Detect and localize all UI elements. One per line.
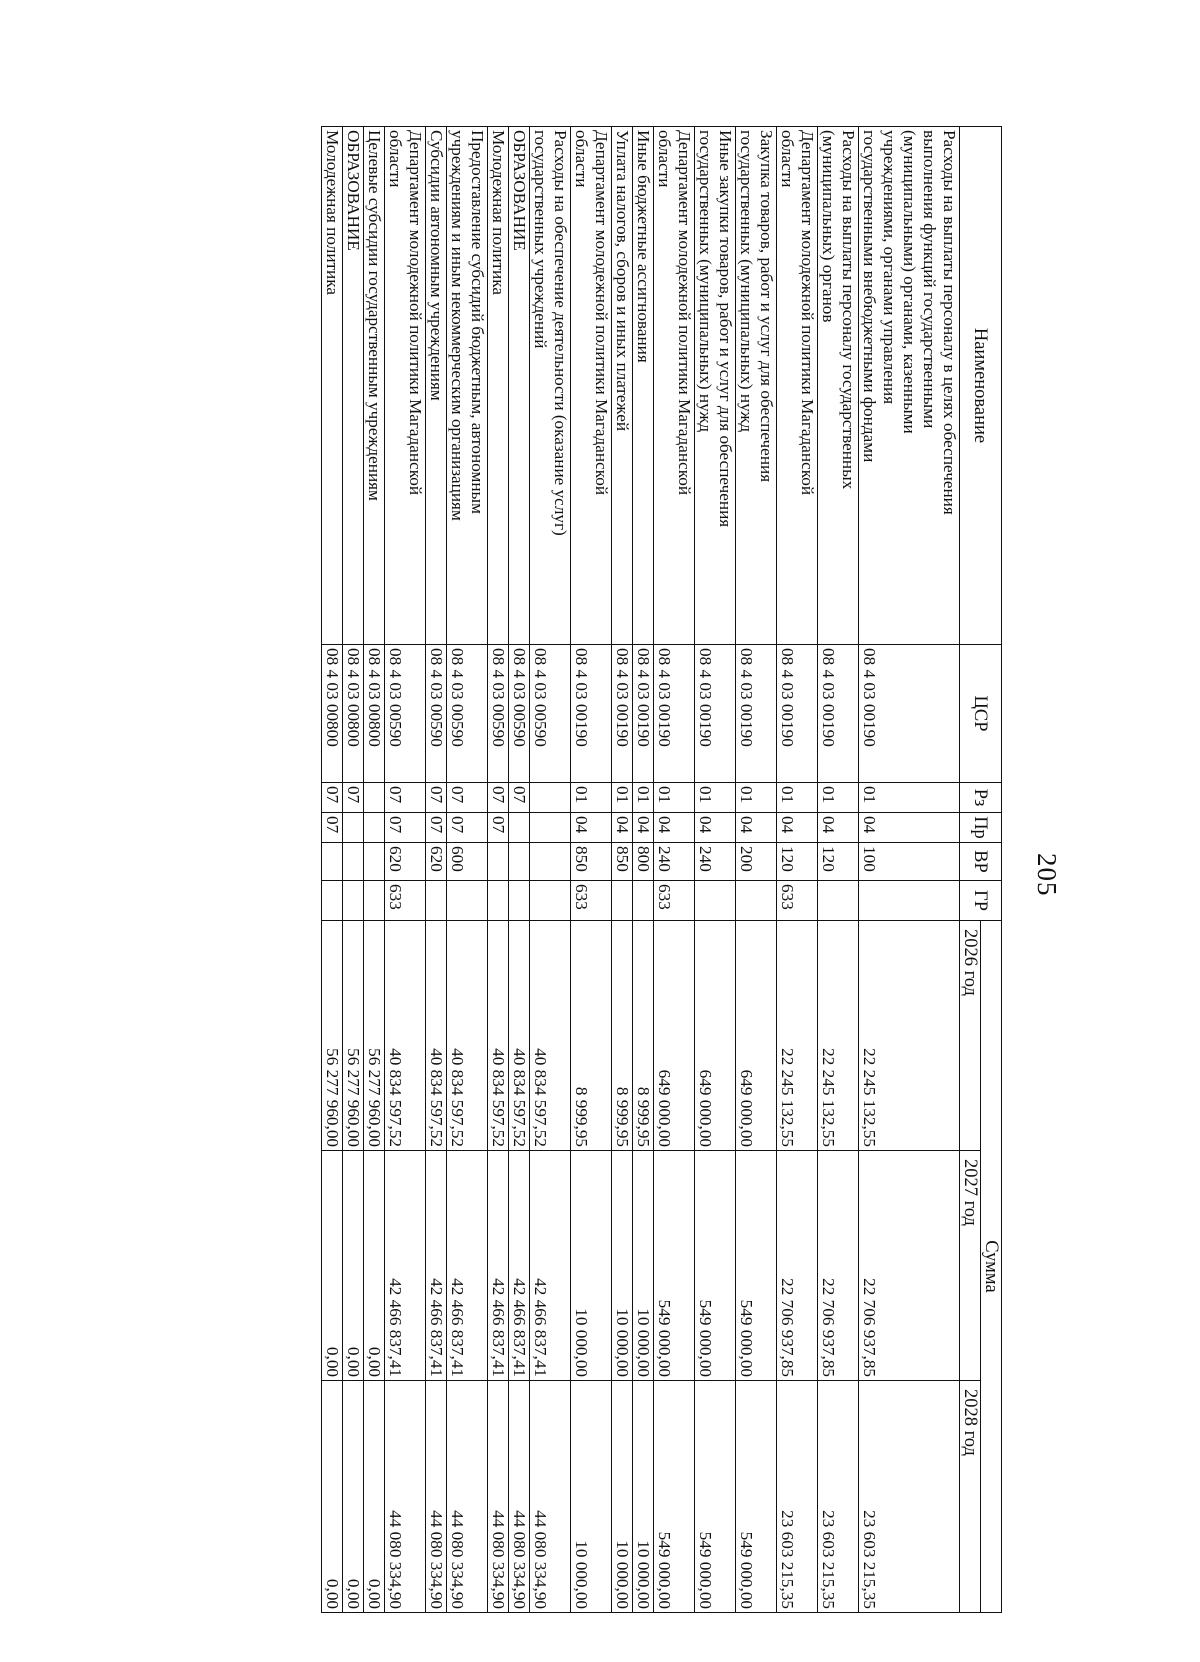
cell-gr	[509, 881, 530, 921]
cell-vr: 200	[736, 843, 777, 881]
cell-2028: 44 080 334,90	[488, 1381, 509, 1613]
cell-name	[633, 127, 654, 645]
cell-pr: 07	[447, 813, 488, 843]
cell-csr: 08 4 03 00590	[530, 645, 571, 783]
table-row	[571, 127, 612, 1613]
cell-2028: 23 603 215,35	[777, 1381, 818, 1613]
cell-name	[777, 127, 818, 645]
cell-name	[364, 127, 385, 645]
header-name: Наименование	[960, 127, 1002, 645]
cell-csr: 08 4 03 00190	[654, 645, 695, 783]
cell-pr: 04	[818, 813, 859, 843]
cell-gr	[426, 881, 447, 921]
cell-2027: 22 706 937,85	[777, 1151, 818, 1381]
cell-2028: 10 000,00	[612, 1381, 633, 1613]
cell-vr	[343, 843, 364, 881]
cell-rz: 01	[654, 783, 695, 813]
cell-2026: 56 277 960,00	[364, 921, 385, 1151]
cell-2026: 40 834 597,52	[530, 921, 571, 1151]
name-line: ОБРАЗОВАНИЕ	[510, 130, 529, 251]
cell-csr: 08 4 03 00590	[488, 645, 509, 783]
cell-name	[488, 127, 509, 645]
cell-name	[736, 127, 777, 645]
cell-2028: 549 000,00	[654, 1381, 695, 1613]
cell-csr: 08 4 03 00590	[426, 645, 447, 783]
cell-vr	[530, 843, 571, 881]
cell-csr: 08 4 03 00190	[571, 645, 612, 783]
cell-csr: 08 4 03 00190	[633, 645, 654, 783]
table-row	[509, 127, 530, 1613]
table-row	[385, 127, 426, 1613]
cell-2026: 22 245 132,55	[859, 921, 960, 1151]
cell-vr: 620	[385, 843, 426, 881]
cell-2026: 40 834 597,52	[509, 921, 530, 1151]
cell-name	[818, 127, 859, 645]
cell-pr: 07	[488, 813, 509, 843]
cell-rz: 07	[385, 783, 426, 813]
name-line: учреждениями, органами управления	[880, 130, 899, 405]
cell-2026: 22 245 132,55	[818, 921, 859, 1151]
cell-gr: 633	[571, 881, 612, 921]
cell-vr: 850	[571, 843, 612, 881]
cell-csr: 08 4 03 00800	[322, 645, 343, 783]
cell-csr: 08 4 03 00590	[509, 645, 530, 783]
cell-csr: 08 4 03 00800	[343, 645, 364, 783]
cell-name	[343, 127, 364, 645]
cell-2028: 44 080 334,90	[385, 1381, 426, 1613]
cell-rz: 01	[695, 783, 736, 813]
cell-pr	[509, 813, 530, 843]
cell-2026: 649 000,00	[695, 921, 736, 1151]
header-sum: Сумма	[981, 921, 1002, 1613]
cell-pr: 04	[695, 813, 736, 843]
header-vr: ВР	[960, 843, 1002, 881]
cell-rz: 07	[509, 783, 530, 813]
name-line: (муниципальными) органами, казенными	[900, 130, 919, 434]
table-row	[695, 127, 736, 1613]
cell-2027: 549 000,00	[736, 1151, 777, 1381]
name-line: Молодежная политика	[323, 130, 342, 295]
name-line: Уплата налогов, сборов и иных платежей	[613, 130, 632, 432]
cell-2027: 42 466 837,41	[447, 1151, 488, 1381]
cell-2028: 44 080 334,90	[447, 1381, 488, 1613]
cell-gr	[818, 881, 859, 921]
name-line: учреждениям и иным некоммерческим организациям	[448, 130, 467, 521]
cell-2026: 40 834 597,52	[447, 921, 488, 1151]
cell-gr: 633	[777, 881, 818, 921]
cell-name	[654, 127, 695, 645]
cell-rz: 01	[633, 783, 654, 813]
cell-2027: 22 706 937,85	[859, 1151, 960, 1381]
cell-2028: 44 080 334,90	[426, 1381, 447, 1613]
cell-vr: 240	[654, 843, 695, 881]
cell-vr	[322, 843, 343, 881]
cell-2027: 10 000,00	[571, 1151, 612, 1381]
name-line: Расходы на выплаты персоналу в целях обеспечения	[940, 130, 959, 515]
cell-name	[530, 127, 571, 645]
cell-csr: 08 4 03 00190	[695, 645, 736, 783]
cell-vr	[488, 843, 509, 881]
cell-2028: 549 000,00	[736, 1381, 777, 1613]
cell-csr: 08 4 03 00190	[818, 645, 859, 783]
cell-2027: 549 000,00	[695, 1151, 736, 1381]
cell-rz: 01	[612, 783, 633, 813]
cell-gr	[364, 881, 385, 921]
name-line: выполнения функций государственными	[920, 130, 939, 429]
cell-csr: 08 4 03 00800	[364, 645, 385, 783]
name-line: Иные бюджетные ассигнования	[634, 130, 653, 363]
table-row	[488, 127, 509, 1613]
cell-name	[509, 127, 530, 645]
table-row	[530, 127, 571, 1613]
name-line: области	[572, 130, 591, 188]
table-row	[612, 127, 633, 1613]
cell-rz: 07	[343, 783, 364, 813]
cell-gr: 633	[654, 881, 695, 921]
cell-2026: 40 834 597,52	[488, 921, 509, 1151]
name-line: (муниципальных) органов	[819, 130, 838, 323]
cell-gr	[322, 881, 343, 921]
cell-rz: 07	[488, 783, 509, 813]
cell-vr: 100	[859, 843, 960, 881]
header-row-1	[981, 127, 1002, 1613]
cell-name	[322, 127, 343, 645]
cell-2026: 40 834 597,52	[385, 921, 426, 1151]
cell-name	[612, 127, 633, 645]
name-line: государственных (муниципальных) нужд	[737, 130, 756, 433]
cell-2028: 0,00	[364, 1381, 385, 1613]
table-row	[343, 127, 364, 1613]
cell-2028: 549 000,00	[695, 1381, 736, 1613]
cell-2027: 549 000,00	[654, 1151, 695, 1381]
cell-gr	[488, 881, 509, 921]
cell-2028: 23 603 215,35	[818, 1381, 859, 1613]
name-line: Субсидии автономным учреждениям	[427, 130, 446, 401]
name-line: Расходы на выплаты персоналу государственных	[839, 130, 858, 490]
name-line: государственными внебюджетными фондами	[860, 130, 879, 463]
cell-rz: 07	[447, 783, 488, 813]
name-line: Департамент молодежной политики Магаданской	[798, 130, 817, 496]
cell-name	[571, 127, 612, 645]
table-row	[447, 127, 488, 1613]
name-line: Департамент молодежной политики Магаданской	[406, 130, 425, 496]
cell-2026: 649 000,00	[736, 921, 777, 1151]
cell-gr	[736, 881, 777, 921]
cell-pr	[343, 813, 364, 843]
cell-rz	[530, 783, 571, 813]
cell-pr: 07	[385, 813, 426, 843]
cell-pr: 07	[322, 813, 343, 843]
cell-vr: 120	[818, 843, 859, 881]
cell-name	[447, 127, 488, 645]
header-rz: Рз	[960, 783, 1002, 813]
table-row	[322, 127, 343, 1613]
cell-pr	[364, 813, 385, 843]
cell-2028: 23 603 215,35	[859, 1381, 960, 1613]
name-line: государственных учреждений	[531, 130, 550, 349]
cell-2026: 8 999,95	[571, 921, 612, 1151]
cell-rz: 01	[571, 783, 612, 813]
cell-2028: 0,00	[343, 1381, 364, 1613]
cell-pr: 07	[426, 813, 447, 843]
cell-csr: 08 4 03 00590	[385, 645, 426, 783]
header-gr: ГР	[960, 881, 1002, 921]
cell-2027: 10 000,00	[633, 1151, 654, 1381]
cell-gr	[343, 881, 364, 921]
table-row	[633, 127, 654, 1613]
cell-2028: 44 080 334,90	[509, 1381, 530, 1613]
cell-csr: 08 4 03 00190	[736, 645, 777, 783]
cell-vr: 800	[633, 843, 654, 881]
table-row	[777, 127, 818, 1613]
cell-2028: 10 000,00	[571, 1381, 612, 1613]
cell-2027: 42 466 837,41	[426, 1151, 447, 1381]
cell-2027: 42 466 837,41	[385, 1151, 426, 1381]
cell-name	[695, 127, 736, 645]
name-line: Департамент молодежной политики Магаданской	[592, 130, 611, 496]
cell-gr	[530, 881, 571, 921]
name-line: Целевые субсидии государственным учреждениям	[365, 130, 384, 501]
cell-vr: 850	[612, 843, 633, 881]
table-body	[322, 127, 960, 1613]
table-row	[364, 127, 385, 1613]
table-row	[736, 127, 777, 1613]
table-row	[859, 127, 960, 1613]
cell-pr: 04	[777, 813, 818, 843]
cell-rz: 07	[426, 783, 447, 813]
cell-gr	[695, 881, 736, 921]
cell-pr: 04	[571, 813, 612, 843]
name-line: области	[655, 130, 674, 188]
header-2026: 2026 год	[960, 921, 981, 1151]
cell-pr: 04	[736, 813, 777, 843]
cell-rz: 01	[818, 783, 859, 813]
cell-gr	[633, 881, 654, 921]
name-line: области	[778, 130, 797, 188]
name-line: области	[386, 130, 405, 188]
cell-pr	[530, 813, 571, 843]
cell-rz	[364, 783, 385, 813]
cell-gr	[859, 881, 960, 921]
name-line: Молодежная политика	[489, 130, 508, 295]
cell-pr: 04	[654, 813, 695, 843]
cell-csr: 08 4 03 00190	[612, 645, 633, 783]
cell-gr: 633	[385, 881, 426, 921]
cell-csr: 08 4 03 00590	[447, 645, 488, 783]
name-line: Иные закупки товаров, работ и услуг для обеспечения	[716, 130, 735, 528]
name-line: государственных (муниципальных) нужд	[696, 130, 715, 433]
page-number: 205	[1032, 853, 1062, 897]
cell-2026: 8 999,95	[612, 921, 633, 1151]
cell-2027: 0,00	[343, 1151, 364, 1381]
rotated-page	[168, 98, 1086, 1662]
budget-table	[321, 126, 1002, 1613]
cell-pr: 04	[633, 813, 654, 843]
cell-pr: 04	[859, 813, 960, 843]
name-line: Расходы на обеспечение деятельности (оказание услуг)	[551, 130, 570, 536]
name-line: Департамент молодежной политики Магаданской	[675, 130, 694, 496]
cell-vr: 120	[777, 843, 818, 881]
cell-2027: 0,00	[364, 1151, 385, 1381]
table-row	[818, 127, 859, 1613]
cell-vr	[364, 843, 385, 881]
header-2028: 2028 год	[960, 1381, 981, 1613]
cell-rz: 01	[777, 783, 818, 813]
cell-gr	[612, 881, 633, 921]
cell-2027: 10 000,00	[612, 1151, 633, 1381]
cell-name	[426, 127, 447, 645]
header-2027: 2027 год	[960, 1151, 981, 1381]
cell-2028: 10 000,00	[633, 1381, 654, 1613]
name-line: ОБРАЗОВАНИЕ	[344, 130, 363, 251]
header-pr: Пр	[960, 813, 1002, 843]
cell-2026: 56 277 960,00	[343, 921, 364, 1151]
cell-vr: 620	[426, 843, 447, 881]
cell-rz: 01	[859, 783, 960, 813]
cell-2026: 8 999,95	[633, 921, 654, 1151]
cell-2028: 0,00	[322, 1381, 343, 1613]
table-row	[426, 127, 447, 1613]
cell-2026: 56 277 960,00	[322, 921, 343, 1151]
name-line: Закупка товаров, работ и услуг для обеспечения	[757, 130, 776, 483]
cell-rz: 01	[736, 783, 777, 813]
cell-name	[385, 127, 426, 645]
cell-2028: 44 080 334,90	[530, 1381, 571, 1613]
cell-2027: 0,00	[322, 1151, 343, 1381]
cell-csr: 08 4 03 00190	[859, 645, 960, 783]
cell-csr: 08 4 03 00190	[777, 645, 818, 783]
cell-name	[859, 127, 960, 645]
cell-pr: 04	[612, 813, 633, 843]
cell-2027: 42 466 837,41	[530, 1151, 571, 1381]
cell-2026: 649 000,00	[654, 921, 695, 1151]
cell-rz: 07	[322, 783, 343, 813]
header-csr: ЦСР	[960, 645, 1002, 783]
cell-vr: 240	[695, 843, 736, 881]
cell-2027: 42 466 837,41	[488, 1151, 509, 1381]
cell-2026: 40 834 597,52	[426, 921, 447, 1151]
cell-gr	[447, 881, 488, 921]
name-line: Предоставление субсидий бюджетным, автономным	[468, 130, 487, 514]
cell-2027: 42 466 837,41	[509, 1151, 530, 1381]
cell-2026: 22 245 132,55	[777, 921, 818, 1151]
cell-vr	[509, 843, 530, 881]
cell-2027: 22 706 937,85	[818, 1151, 859, 1381]
table-row	[654, 127, 695, 1613]
cell-vr: 600	[447, 843, 488, 881]
